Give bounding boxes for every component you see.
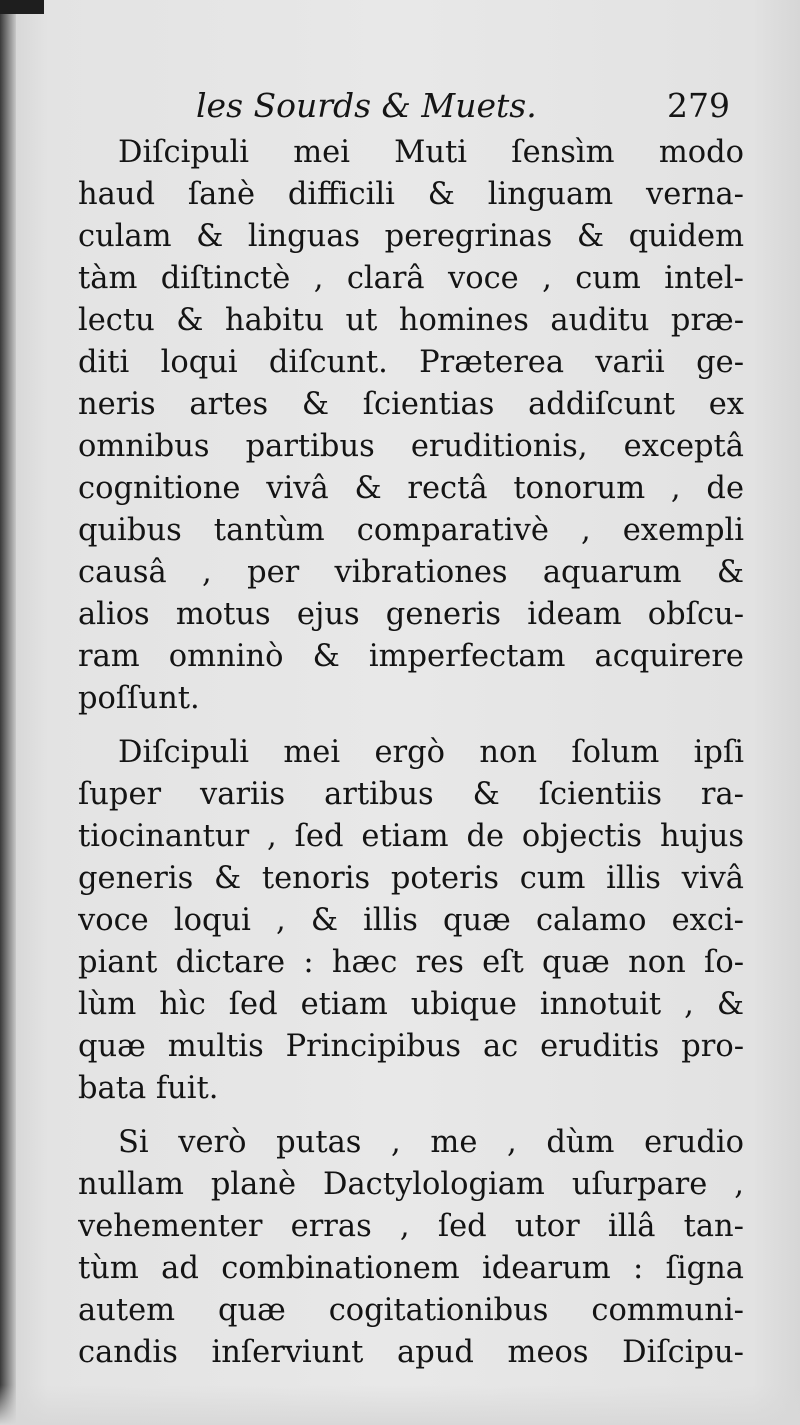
text-line: vehementer erras , ſed utor illâ tan- [78,1209,744,1244]
text-line: lectu & habitu ut homines auditu præ- [78,303,744,338]
text-line: causâ , per vibrationes aquarum & [78,555,744,590]
text-line: culam & linguas peregrinas & quidem [78,219,744,254]
text-line: diti loqui diſcunt. Præterea varii ge- [78,345,744,380]
paragraph-1 [78,132,744,720]
text-line: tùm ad combinationem idearum : ſigna [78,1251,744,1286]
text-line: cognitione vivâ & rectâ tonorum , de [78,471,744,506]
text-line: nullam planè Dactylologiam uſurpare , [78,1167,744,1202]
paragraph-2 [78,732,744,1110]
text-line: Diſcipuli mei Muti ſensìm modo [118,135,744,170]
page-number: 279 [667,86,730,125]
page-corner-shadow [0,0,44,14]
text-line: bata fuit. [78,1071,219,1106]
text-line: voce loqui , & illis quæ calamo exci- [78,903,744,938]
text-line: piant dictare : hæc res eſt quæ non ſo- [78,945,744,980]
text-line: neris artes & ſcientias addiſcunt ex [78,387,744,422]
text-line: quæ multis Principibus ac eruditis pro- [78,1029,744,1064]
running-head-title: les Sourds & Muets. [196,86,537,125]
text-line: candis inſerviunt apud meos Diſcipu- [78,1335,744,1370]
paragraph-gap [78,720,744,732]
text-line: omnibus partibus eruditionis, exceptâ [78,429,744,464]
text-line: poſſunt. [78,681,200,716]
paragraph-3 [78,1122,744,1374]
text-line: ram omninò & imperfectam acquirere [78,639,744,674]
page-bottom-edge [0,1385,800,1425]
text-line: alios motus ejus generis ideam obſcu- [78,597,744,632]
running-head [196,80,736,130]
text-line: Diſcipuli mei ergò non ſolum ipſi [118,735,744,770]
text-line: quibus tantùm comparativè , exempli [78,513,744,548]
text-line: Si verò putas , me , dùm erudio [118,1125,744,1160]
text-line: tiocinantur , ſed etiam de objectis hujus [78,819,744,854]
text-line: haud ſanè difficili & linguam verna- [78,177,744,212]
text-line: autem quæ cogitationibus communi- [78,1293,744,1328]
body-text [78,132,744,1374]
text-line: generis & tenoris poteris cum illis vivâ [78,861,744,896]
page-binding-shadow [0,0,16,1425]
text-line: lùm hìc ſed etiam ubique innotuit , & [78,987,744,1022]
text-line: ſuper variis artibus & ſcientiis ra- [78,777,744,812]
text-line: tàm diſtinctè , clarâ voce , cum intel- [78,261,744,296]
paragraph-gap [78,1110,744,1122]
